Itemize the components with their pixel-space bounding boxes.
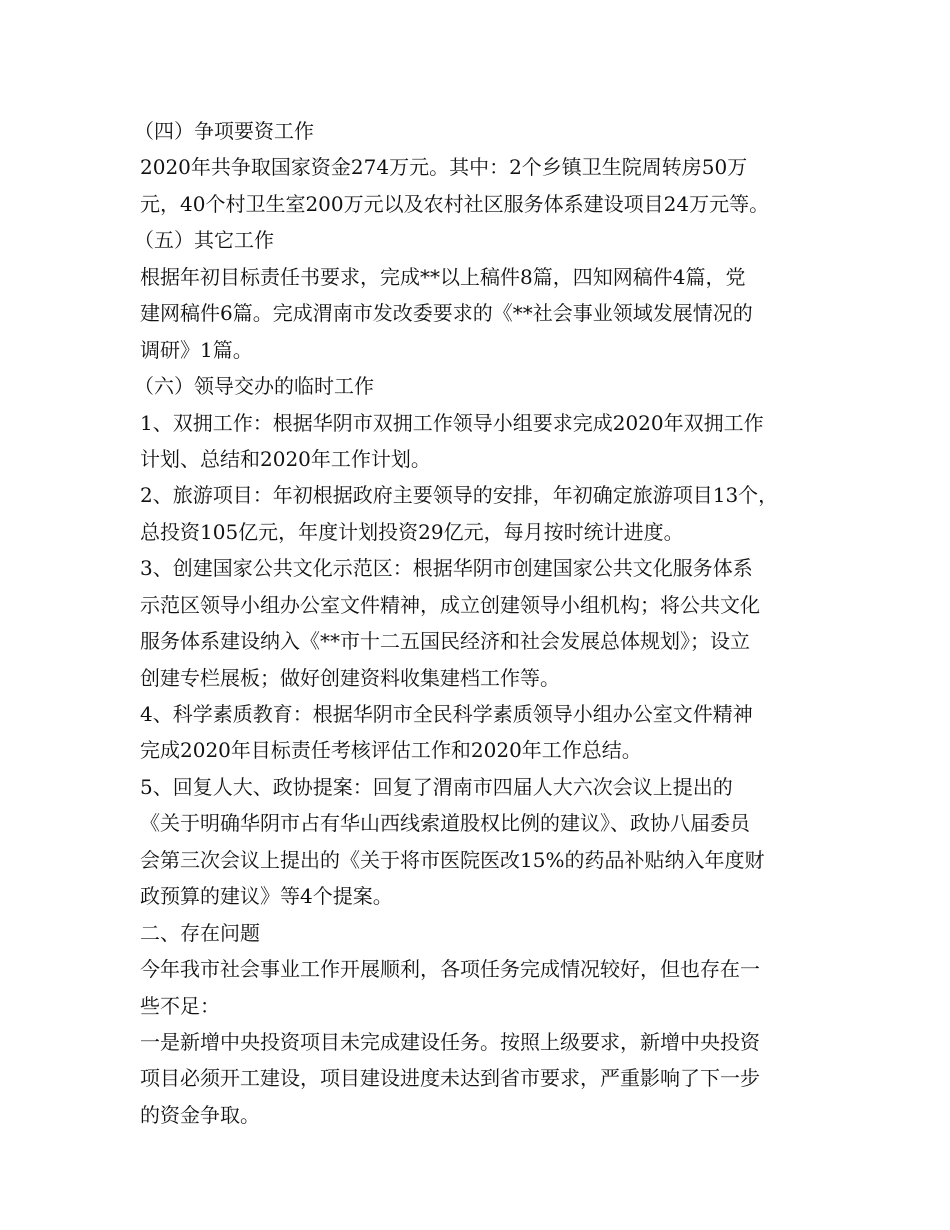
paragraph-line: 政预算的建议》等4个提案。 (140, 884, 393, 909)
section-heading-6: （六）领导交办的临时工作 (134, 374, 374, 399)
section-heading-problems: 二、存在问题 (140, 920, 260, 945)
paragraph-line: 《关于明确华阴市占有华山西线索道股权比例的建议》、政协八届委员 (140, 811, 750, 836)
paragraph-line: 服务体系建设纳入《**市十二五国民经济和社会发展总体规划》；设立 (140, 629, 750, 654)
paragraph-line: 根据年初目标责任书要求，完成**以上稿件8篇，四知网稿件4篇，党 (140, 264, 746, 289)
paragraph-line: 一是新增中央投资项目未完成建设任务。按照上级要求，新增中央投资 (140, 1029, 760, 1054)
paragraph-line: 2020年共争取国家资金274万元。其中：2个乡镇卫生院周转房50万 (140, 155, 748, 180)
paragraph-line: 计划、总结和2020年工作计划。 (140, 446, 431, 471)
paragraph-line: 今年我市社会事业工作开展顺利，各项任务完成情况较好，但也存在一 (140, 957, 760, 982)
section-heading-5: （五）其它工作 (134, 228, 274, 253)
paragraph-line: 会第三次会议上提出的《关于将市医院医改15%的药品补贴纳入年度财 (140, 847, 765, 872)
paragraph-line: 创建专栏展板；做好创建资料收集建档工作等。 (140, 665, 560, 690)
paragraph-line: 3、创建国家公共文化示范区：根据华阴市创建国家公共文化服务体系 (140, 556, 753, 581)
paragraph-line: 建网稿件6篇。完成渭南市发改委要求的《**社会事业领域发展情况的 (140, 301, 753, 326)
paragraph-line: 5、回复人大、政协提案：回复了渭南市四届人大六次会议上提出的 (140, 774, 733, 799)
paragraph-line: 总投资105亿元，年度计划投资29亿元，每月按时统计进度。 (140, 519, 684, 544)
paragraph-line: 1、双拥工作：根据华阴市双拥工作领导小组要求完成2020年双拥工作 (140, 410, 764, 435)
paragraph-line: 示范区领导小组办公室文件精神，成立创建领导小组机构；将公共文化 (140, 592, 760, 617)
paragraph-line: 元，40个村卫生室200万元以及农村社区服务体系建设项目24万元等。 (140, 191, 770, 216)
paragraph-line: 4、科学素质教育：根据华阴市全民科学素质领导小组办公室文件精神 (140, 702, 753, 726)
section-heading-4: （四）争项要资工作 (134, 119, 314, 143)
paragraph-line: 项目必须开工建设，项目建设进度未达到省市要求，严重影响了下一步 (140, 1066, 760, 1091)
paragraph-line: 2、旅游项目：年初根据政府主要领导的安排，年初确定旅游项目13个， (140, 483, 779, 508)
document-body (134, 113, 820, 1133)
paragraph-line: 调研》1篇。 (140, 337, 253, 362)
paragraph-line: 些不足： (140, 993, 220, 1018)
paragraph-line: 完成2020年目标责任考核评估工作和2020年工作总结。 (140, 738, 642, 763)
paragraph-line: 的资金争取。 (140, 1102, 260, 1127)
